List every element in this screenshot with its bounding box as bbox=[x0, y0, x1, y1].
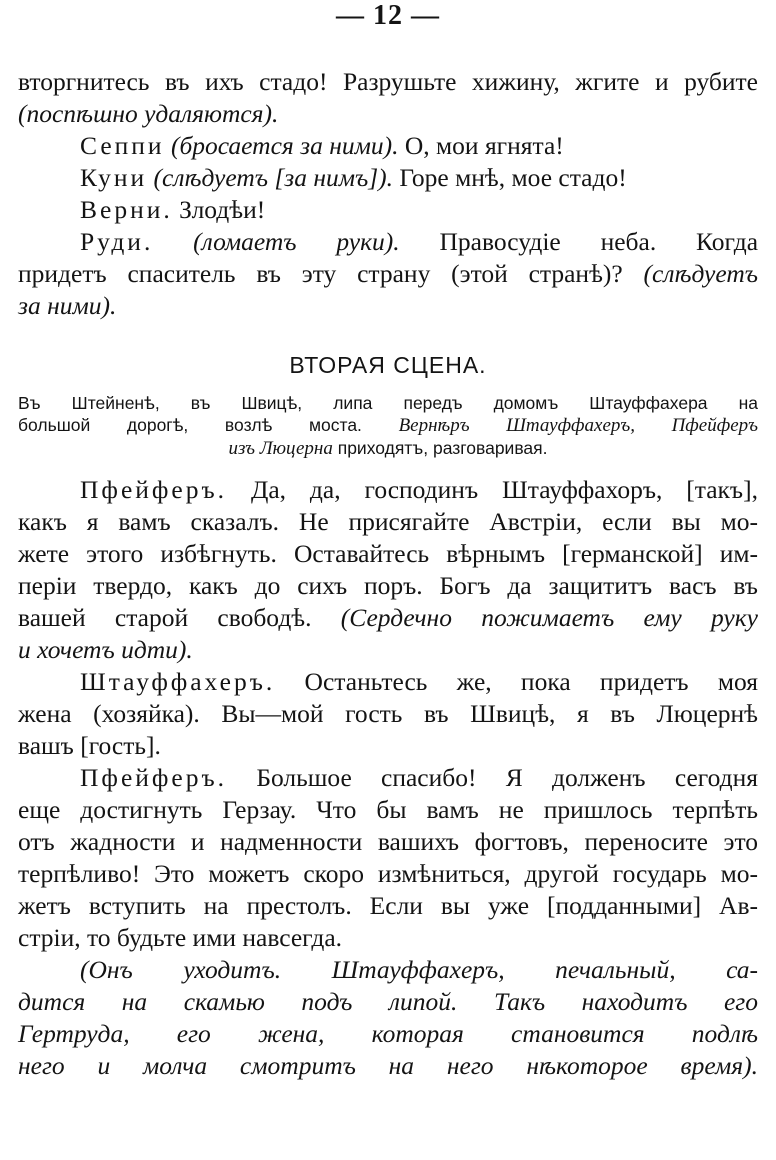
text-line bbox=[18, 890, 758, 922]
text-line bbox=[18, 290, 758, 322]
italic-run: (бросается за ними). bbox=[170, 131, 399, 160]
text-line bbox=[18, 634, 758, 666]
italic-run: Гертруда, его жена, которая становится подлѣ bbox=[18, 1019, 758, 1048]
speaker-name: Руди. bbox=[80, 227, 154, 256]
text-run: Горе мнѣ, мое стадо! bbox=[393, 163, 627, 192]
text-run: Да, да, господинъ Штауффахоръ, [такъ], bbox=[227, 475, 758, 504]
text-run: терпѣливо! Это можетъ скоро измѣниться, другой государь мо- bbox=[18, 859, 758, 888]
text-line bbox=[18, 474, 758, 506]
speaker-name: Верни. bbox=[80, 195, 173, 224]
italic-run: (слѣдуетъ bbox=[643, 259, 758, 288]
text-line bbox=[18, 1050, 758, 1082]
text-run: вашъ [гость]. bbox=[18, 731, 161, 760]
text-line bbox=[18, 194, 758, 226]
text-run: Останьтесь же, пока придетъ моя bbox=[275, 667, 758, 696]
italic-run: (Онъ уходитъ. Штауффахеръ, печальный, са- bbox=[80, 955, 758, 984]
scene-heading: ВТОРАЯ СЦЕНА. bbox=[289, 352, 487, 378]
text-line bbox=[18, 730, 758, 762]
stage-direction-line bbox=[18, 437, 758, 460]
text-run: жетъ вступить на престолъ. Если вы уже [подданными] Ав- bbox=[18, 891, 758, 920]
text-run: вашей старой свободѣ. bbox=[18, 603, 341, 632]
speaker-name: Сеппи bbox=[80, 131, 165, 160]
scene-stage-direction bbox=[18, 392, 758, 460]
text-run: Правосудіе неба. Когда bbox=[399, 227, 759, 256]
text-run: какъ я вамъ сказалъ. Не присягайте Австріи, если вы мо- bbox=[18, 507, 758, 536]
text-line bbox=[18, 954, 758, 986]
speaker-name: Пфейферъ. bbox=[80, 475, 228, 504]
text-line bbox=[18, 698, 758, 730]
text-run: вторгнитесь въ ихъ стадо! Разрушьте хижину, жгите и рубите bbox=[18, 67, 758, 96]
text-line bbox=[18, 762, 758, 794]
text-run: большой дорогѣ, возлѣ моста. bbox=[18, 415, 399, 435]
text-line bbox=[18, 826, 758, 858]
text-line bbox=[18, 98, 758, 130]
text-line bbox=[18, 506, 758, 538]
text-run: придетъ спаситель въ эту страну (этой странѣ)? bbox=[18, 259, 644, 288]
text-run: Въ Штейненѣ, въ Швицѣ, липа передъ домомъ Штауффахера на bbox=[18, 393, 758, 413]
text-line bbox=[18, 922, 758, 954]
speaker-name: Куни bbox=[80, 163, 148, 192]
italic-run: изъ Люцерна bbox=[228, 438, 333, 459]
text-line bbox=[18, 66, 758, 98]
text-run: Большое спасибо! Я долженъ сегодня bbox=[227, 763, 758, 792]
text-run: О, мои ягнята! bbox=[398, 131, 564, 160]
stage-direction-line bbox=[18, 414, 758, 437]
italic-run: (поспѣшно удаляются). bbox=[18, 99, 279, 128]
italic-run: него и молча смотритъ на него нѣкоторое время). bbox=[18, 1051, 758, 1080]
italic-run: (Сердечно пожимаетъ ему руку bbox=[340, 603, 758, 632]
italic-run: за ними). bbox=[18, 291, 117, 320]
speaker-name: Штауффахеръ. bbox=[80, 667, 276, 696]
text-line bbox=[18, 858, 758, 890]
scene-one-ending bbox=[18, 66, 758, 322]
text-run: приходятъ, разговаривая. bbox=[332, 438, 548, 458]
scene-two-dialogue bbox=[18, 474, 758, 1082]
speaker-name: Пфейферъ. bbox=[80, 763, 228, 792]
text-run: Злодѣи! bbox=[172, 195, 266, 224]
italic-run: дится на скамью подъ липой. Такъ находитъ его bbox=[18, 987, 758, 1016]
text-run bbox=[153, 227, 193, 256]
italic-run: (слѣдуетъ [за нимъ]). bbox=[153, 163, 394, 192]
text-run: отъ жадности и надменности вашихъ фогтовъ, переносите это bbox=[18, 827, 758, 856]
text-line bbox=[18, 1018, 758, 1050]
text-run: еще достигнуть Герзау. Что бы вамъ не пришлось терпѣть bbox=[18, 795, 758, 824]
text-line bbox=[18, 226, 758, 258]
italic-run: Вернѣръ Штауффахеръ, Пфейферъ bbox=[398, 415, 758, 436]
text-line bbox=[18, 602, 758, 634]
text-line bbox=[18, 258, 758, 290]
text-run: жена (хозяйка). Вы—мой гость въ Швицѣ, я въ Люцернѣ bbox=[18, 699, 758, 728]
text-run: жете этого избѣгнуть. Оставайтесь вѣрнымъ [германской] им- bbox=[18, 539, 758, 568]
text-run: стріи, то будьте ими навсегда. bbox=[18, 923, 343, 952]
text-run: періи твердо, какъ до сихъ поръ. Богъ да защититъ васъ въ bbox=[18, 571, 758, 600]
text-line bbox=[18, 666, 758, 698]
text-line bbox=[18, 986, 758, 1018]
book-page bbox=[18, 0, 758, 1160]
italic-run: и хочетъ идти). bbox=[18, 635, 193, 664]
text-line bbox=[18, 538, 758, 570]
italic-run: (ломаетъ руки). bbox=[193, 227, 400, 256]
text-line bbox=[18, 794, 758, 826]
text-line bbox=[18, 162, 758, 194]
text-line bbox=[18, 130, 758, 162]
page-number: — 12 — bbox=[336, 0, 440, 31]
text-line bbox=[18, 570, 758, 602]
stage-direction-line bbox=[18, 392, 758, 414]
